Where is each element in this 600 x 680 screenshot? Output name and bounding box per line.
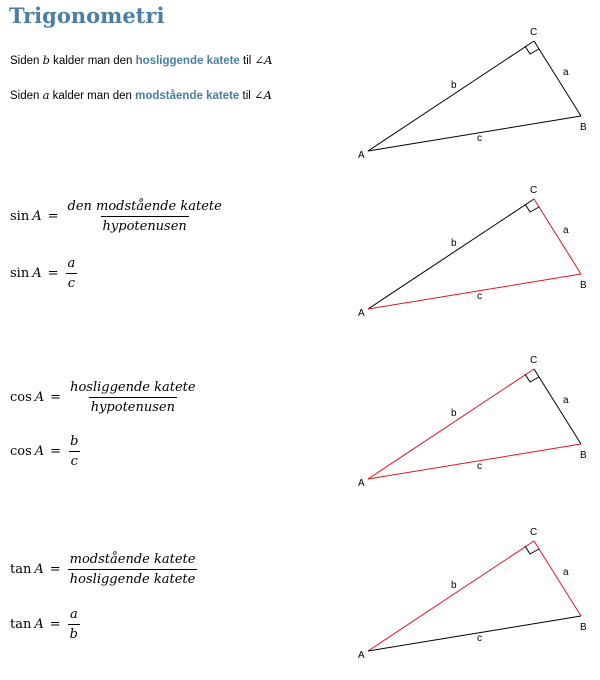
side-a	[534, 369, 581, 444]
side-label-a: a	[563, 395, 569, 406]
tangent-formula-symbols: tan A = $\frac{a}{b}$	[10, 607, 78, 642]
side-label-c: c	[477, 461, 482, 472]
side-b	[368, 369, 534, 479]
triangle-diagram-tangent	[345, 522, 595, 662]
right-angle-marker	[525, 374, 539, 382]
intro-line-adjacent: Siden b kalder man den hosliggende katete til ∠A	[10, 53, 273, 67]
fraction: $\frac{a}{b}$	[69, 607, 78, 642]
vertex-label-a: A	[358, 308, 365, 319]
side-label-b: b	[451, 580, 457, 591]
vertex-label-a: A	[358, 478, 365, 489]
sine-formula-words: sin A = $\frac{\text{den modstående katete}}{\text{hypotenusen}}$	[10, 199, 222, 234]
page-title: Trigonometri	[9, 3, 165, 28]
fraction: $\frac{b}{c}$	[70, 434, 79, 469]
vertex-label-b: B	[580, 122, 587, 133]
side-c	[368, 444, 581, 479]
fraction: $\frac{a}{c}$	[67, 256, 76, 291]
side-label-c: c	[477, 291, 482, 302]
side-label-b: b	[451, 238, 457, 249]
side-b	[368, 199, 534, 309]
triangle-diagram-sine	[345, 180, 595, 320]
vertex-label-c: C	[530, 355, 538, 366]
side-label-b: b	[451, 408, 457, 419]
side-label-a: a	[563, 67, 569, 78]
side-a	[534, 41, 581, 116]
side-a	[534, 541, 581, 616]
vertex-label-c: C	[530, 185, 538, 196]
right-angle-marker	[525, 204, 539, 212]
triangle-diagram-cosine	[345, 350, 595, 490]
vertex-label-a: A	[358, 650, 365, 661]
fraction: $\frac{\text{modstående katete}}{\text{hosliggende katete}}$	[69, 552, 196, 587]
tangent-formula-words: tan A = $\frac{\text{modstående katete}}{\text{hosliggende katete}}$	[10, 552, 196, 587]
vertex-label-b: B	[580, 450, 587, 461]
cosine-formula-words: cos A = $\frac{\text{hosliggende katete}}{\text{hypotenusen}}$	[10, 380, 196, 415]
side-c	[368, 274, 581, 309]
vertex-label-c: C	[530, 27, 538, 38]
side-label-c: c	[477, 633, 482, 644]
vertex-label-b: B	[580, 280, 587, 291]
side-c	[368, 616, 581, 651]
vertex-label-c: C	[530, 527, 538, 538]
side-label-a: a	[563, 567, 569, 578]
right-angle-marker	[525, 546, 539, 554]
intro-line-opposite: Siden a kalder man den modstående katete til ∠A	[10, 88, 272, 102]
term-adjacent-leg: hosliggende katete	[135, 55, 240, 67]
right-angle-marker	[525, 46, 539, 54]
triangle-diagram	[345, 22, 595, 162]
fraction: $\frac{\text{den modstående katete}}{\text{hypotenusen}}$	[67, 199, 222, 234]
vertex-label-a: A	[358, 150, 365, 161]
fraction: $\frac{\text{hosliggende katete}}{\text{hypotenusen}}$	[70, 380, 196, 415]
side-label-b: b	[451, 80, 457, 91]
side-label-c: c	[477, 133, 482, 144]
sine-formula-symbols: sin A = $\frac{a}{c}$	[10, 256, 76, 291]
vertex-label-b: B	[580, 622, 587, 633]
cosine-formula-symbols: cos A = $\frac{b}{c}$	[10, 434, 79, 469]
side-a	[534, 199, 581, 274]
side-b	[368, 41, 534, 151]
term-opposite-leg: modstående katete	[135, 90, 240, 102]
side-b	[368, 541, 534, 651]
side-label-a: a	[563, 225, 569, 236]
side-c	[368, 116, 581, 151]
